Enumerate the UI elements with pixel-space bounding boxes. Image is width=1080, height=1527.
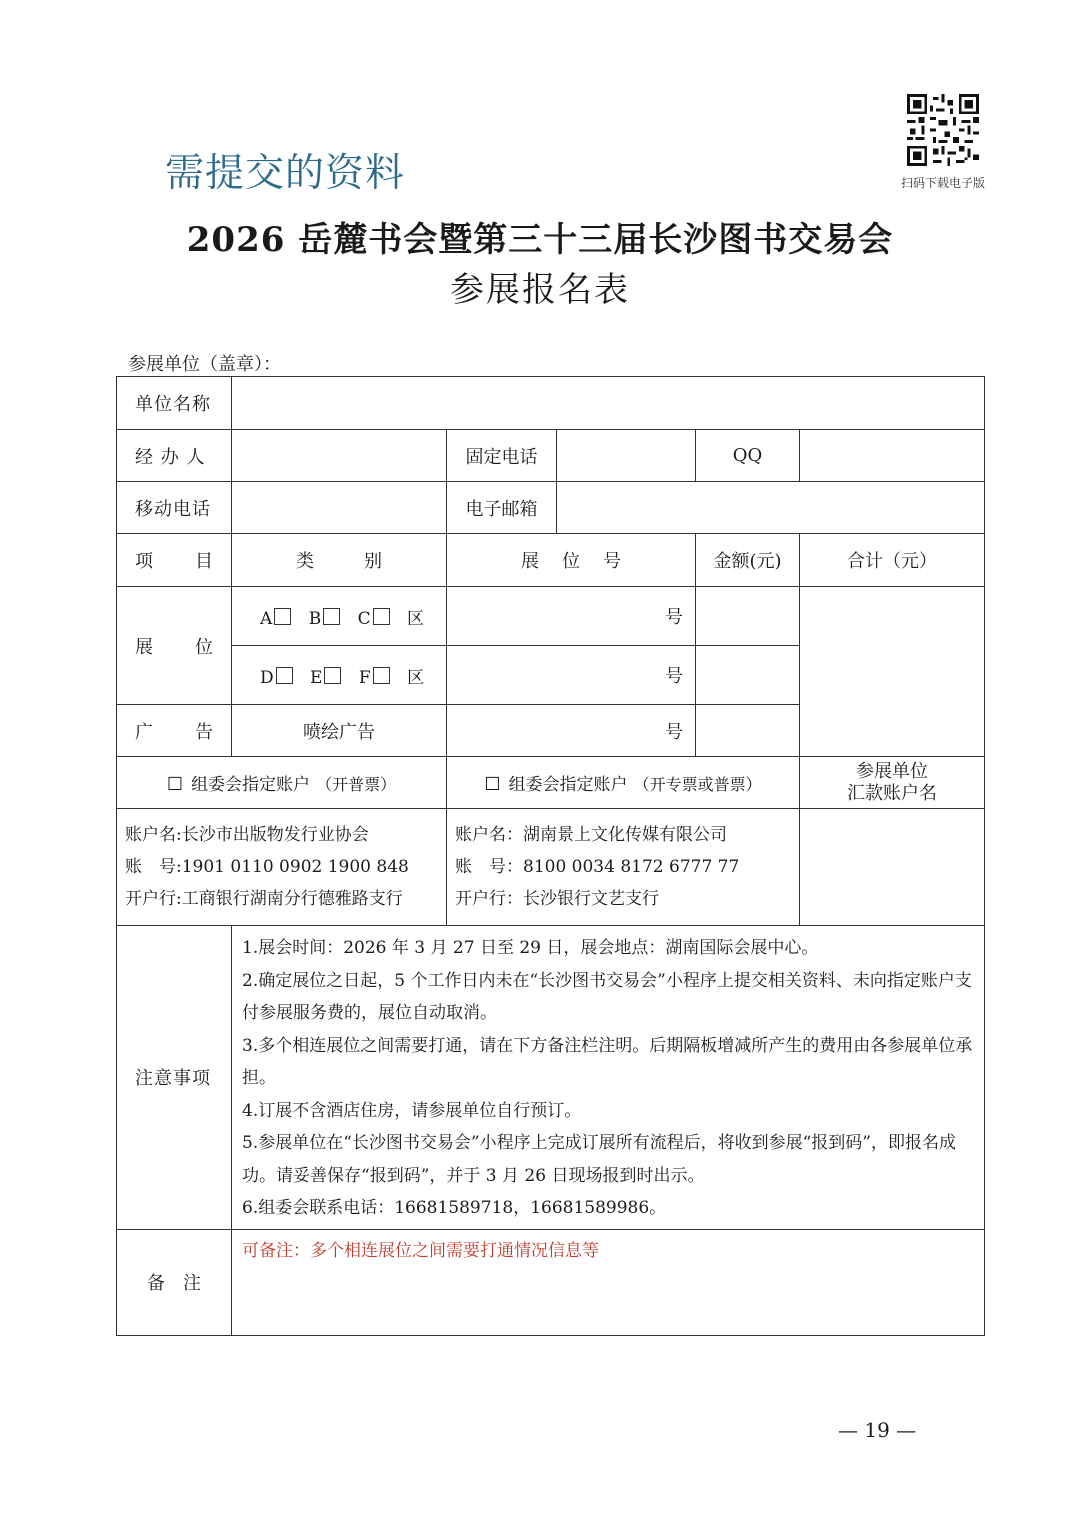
- section-heading: 需提交的资料: [165, 151, 406, 196]
- ad-amount-field[interactable]: [696, 705, 800, 757]
- header-booth-number: 展 位 号: [447, 534, 696, 587]
- form-subtitle: 参展报名表: [450, 270, 630, 310]
- landline-field[interactable]: [557, 430, 696, 482]
- contact-person-label: 经 办 人: [117, 430, 232, 482]
- payer-account-field[interactable]: [800, 809, 985, 926]
- qr-caption: 扫码下载电子版: [900, 176, 985, 190]
- ad-number-field[interactable]: 号: [447, 705, 696, 757]
- page-number: — 19 —: [838, 1418, 917, 1442]
- zone-c-checkbox[interactable]: [373, 608, 390, 625]
- booth-amount-field-1[interactable]: [696, 587, 800, 646]
- company-name-field[interactable]: [232, 377, 985, 430]
- booth-zone-row-1: A B C 区: [232, 587, 447, 646]
- qq-label: QQ: [696, 430, 800, 482]
- mobile-label: 移动电话: [117, 482, 232, 534]
- email-label: 电子邮箱: [447, 482, 557, 534]
- qr-code-block[interactable]: [895, 94, 991, 191]
- notes-label: 注意事项: [117, 926, 232, 1230]
- booth-zone-row-2: D E F 区: [232, 646, 447, 705]
- account-1-details: 账户名:长沙市出版物发行业协会 账 号:1901 0110 0902 1900 848 开户行:工商银行湖南分行德雅路支行: [117, 809, 447, 926]
- zone-e-checkbox[interactable]: [324, 667, 341, 684]
- ad-category: 喷绘广告: [232, 705, 447, 757]
- ad-label: 广 告: [117, 705, 232, 757]
- booth-number-field-2[interactable]: 号: [447, 646, 696, 705]
- note-item: 2.确定展位之日起，5 个工作日内未在“长沙图书交易会”小程序上提交相关资料、未向指定账户支付参展服务费的，展位自动取消。: [242, 970, 972, 1023]
- zone-d-checkbox[interactable]: [276, 667, 293, 684]
- company-name-label: 单位名称: [117, 377, 232, 430]
- header-item: 项 目: [117, 534, 232, 587]
- note-item: 4.订展不含酒店住房，请参展单位自行预订。: [242, 1100, 582, 1121]
- account-2-option[interactable]: ☐ 组委会指定账户 （开专票或普票）: [447, 757, 800, 809]
- mobile-field[interactable]: [232, 482, 447, 534]
- form-title: 2026 岳麓书会暨第三十三届长沙图书交易会: [186, 220, 894, 260]
- account-2-details: 账户名：湖南景上文化传媒有限公司 账 号：8100 0034 8172 6777 77 开户行：长沙银行文艺支行: [447, 809, 800, 926]
- note-item: 1.展会时间：2026 年 3 月 27 日至 29 日，展会地点：湖南国际会展中心。: [242, 938, 819, 958]
- zone-a-checkbox[interactable]: [274, 608, 291, 625]
- zone-b-checkbox[interactable]: [323, 608, 340, 625]
- zone-f-checkbox[interactable]: [373, 667, 390, 684]
- note-item: 3.多个相连展位之间需要打通，请在下方备注栏注明。后期隔板增减所产生的费用由各参展单位承担。: [242, 1035, 973, 1088]
- account-1-checkbox[interactable]: ☐: [166, 774, 184, 795]
- total-field[interactable]: [800, 587, 985, 757]
- remarks-label: 备 注: [117, 1229, 232, 1335]
- account-2-checkbox[interactable]: ☐: [484, 774, 501, 795]
- remarks-hint: 可备注：多个相连展位之间需要打通情况信息等: [242, 1240, 599, 1261]
- registration-form-table: [116, 376, 985, 1336]
- remarks-field[interactable]: [232, 1229, 985, 1335]
- booth-number-field-1[interactable]: 号: [447, 587, 696, 646]
- booth-amount-field-2[interactable]: [696, 646, 800, 705]
- landline-label: 固定电话: [447, 430, 557, 482]
- payer-account-label: 参展单位 汇款账户名: [800, 757, 985, 809]
- account-1-option[interactable]: ☐ 组委会指定账户 （开普票）: [117, 757, 447, 809]
- notes-list: [232, 926, 985, 1230]
- header-category: 类 别: [232, 534, 447, 587]
- header-total: 合计（元）: [800, 534, 985, 587]
- qr-code-icon[interactable]: [907, 94, 979, 166]
- booth-label: 展 位: [117, 587, 232, 705]
- qq-field[interactable]: [800, 430, 985, 482]
- email-field[interactable]: [557, 482, 985, 534]
- note-item: 5.参展单位在“长沙图书交易会”小程序上完成订展所有流程后，将收到参展“报到码”，即报名成功。请妥善保存“报到码”，并于 3 月 26 日现场报到时出示。: [242, 1133, 956, 1186]
- note-item: 6.组委会联系电话：16681589718，16681589986。: [242, 1198, 667, 1218]
- header-amount: 金额(元): [696, 534, 800, 587]
- unit-stamp-label: 参展单位（盖章）：: [128, 354, 281, 375]
- contact-person-field[interactable]: [232, 430, 447, 482]
